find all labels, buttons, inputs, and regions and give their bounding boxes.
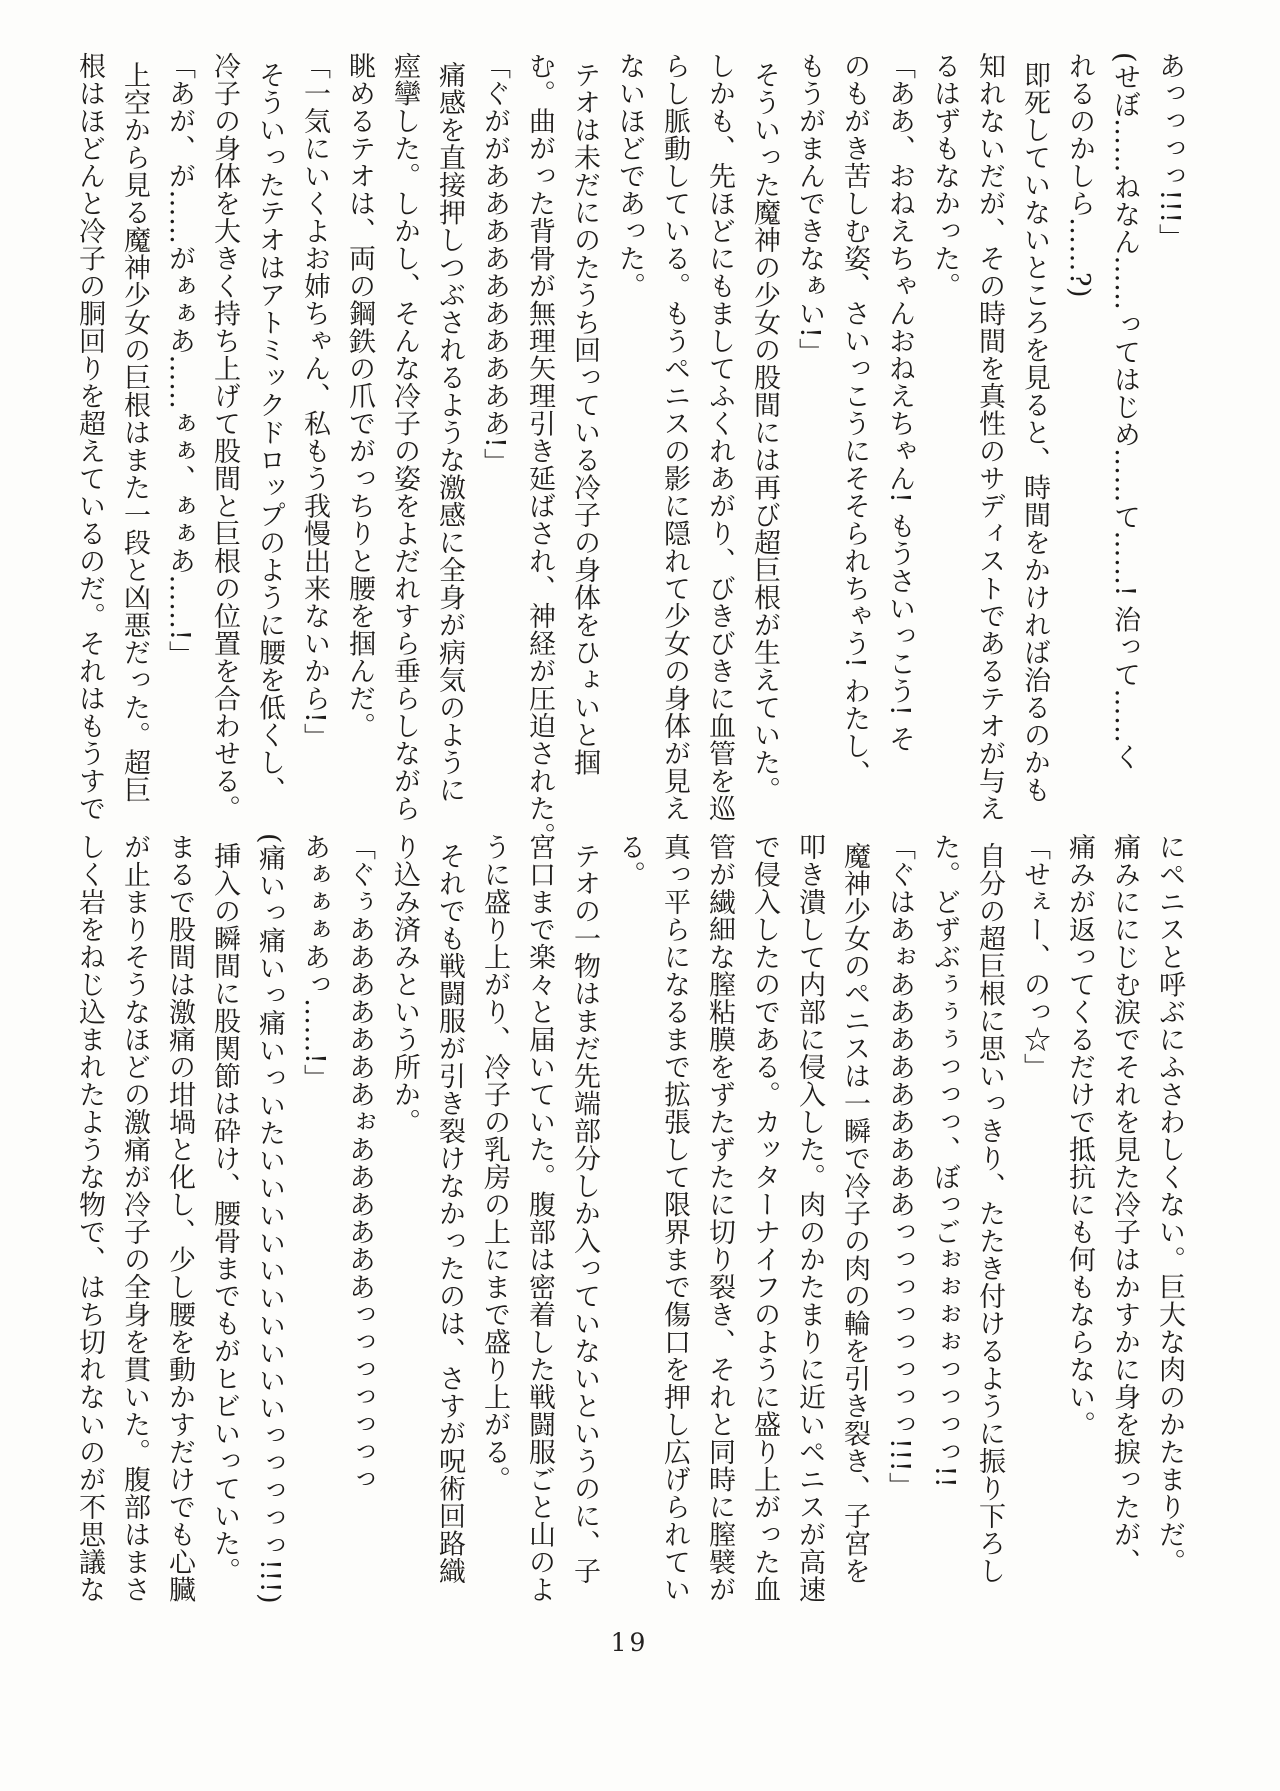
page-number: 19 [610,1628,649,1657]
text-column: 「一気にいくよお姉ちゃん、私もう我慢出来ないから!」 [299,52,330,751]
text-column: 「ぐぅあああああああぉああああああっっっっっっっ [344,833,375,1493]
text-column: 眺めるテオは、両の鋼鉄の爪でがっちりと腰を掴んだ。 [344,52,375,740]
text-column: 「せぇー、のっ☆」 [1019,833,1050,1081]
text-column: 痛みが返ってくるだけで抵抗にも何もならない。 [1064,833,1095,1438]
text-column: 宮口まで楽々と届いていた。腹部は密着した戦闘服ごと山のよ [524,833,555,1603]
text-column: しかも、先ほどにもましてふくれあがり、びきびきに血管を巡 [704,52,735,822]
text-column: (せぼ……ねなん……ってはじめ……て……! 治って……く [1109,52,1140,771]
text-column: 「ぐががああああああああああ!」 [479,52,510,476]
text-column: テオは未だにのたうち回っている冷子の身体をひょいと掴 [569,52,600,777]
text-column: (痛いっ痛いっ痛いっいたいいいいいいいいいいっっっっっ!!!) [254,833,285,1605]
text-column: ないほどであった。 [614,52,645,300]
text-column: もうがまんできなぁい!」 [794,52,825,366]
text-column: しく岩をねじ込まれたような物で、はち切れないのが不思議な [74,833,105,1603]
text-column: そういったテオはアトミックドロップのように腰を低くし、 [254,52,285,804]
text-column: 魔神少女のペニスは一瞬で冷子の肉の輪を引き裂き、子宮を [839,833,870,1585]
text-column: 痙攣した。しかし、そんな冷子の姿をよだれすら垂らしながら [389,52,420,822]
text-column: が止まりそうなほどの激痛が冷子の全身を貫いた。腹部はまさ [119,833,150,1603]
text-column: あっっっっ!!!」 [1154,52,1185,252]
text-column: 叩き潰して内部に侵入した。肉のかたまりに近いペニスが高速 [794,833,825,1603]
text-column: テオの一物はまだ先端部分しか入っていないというのに、子 [569,833,600,1585]
text-column: で侵入したのである。カッターナイフのように盛り上がった血 [749,833,780,1603]
text-column: 上空から見る魔神少女の巨根はまた一段と凶悪だった。超巨 [119,52,150,804]
text-column: のもがき苦しむ姿、さいっこうにそそられちゃう! わたし、 [839,52,870,788]
text-column: 痛みににじむ涙でそれを見た冷子はかすかに身を捩ったが、 [1109,833,1140,1576]
text-column: らし脈動している。もうペニスの影に隠れて少女の身体が見え [659,52,690,822]
text-column: うに盛り上がり、冷子の乳房の上にまで盛り上がる。 [479,833,510,1493]
text-column: る。 [614,833,645,888]
text-block-top [67,52,1192,852]
text-column: 知れないだが、その時間を真性のサディストであるテオが与え [974,52,1005,822]
text-column: む。曲がった背骨が無理矢理引き延ばされ、神経が圧迫された。 [524,52,555,850]
text-column: あぁぁぁあっ……!」 [299,833,330,1092]
text-column: れるのかしら……?) [1064,52,1095,299]
text-column: 即死していないところを見ると、時間をかければ治るのかも [1019,52,1050,804]
text-column: り込み済みという所か。 [389,833,420,1136]
text-column: た。どずぶぅぅぅっっっ、ぼっごぉぉぉぉっっっっ!! [929,833,960,1489]
text-column: にペニスと呼ぶにふさわしくない。巨大な肉のかたまりだ。 [1154,833,1185,1576]
text-column: まるで股間は激痛の坩堝と化し、少し腰を動かすだけでも心臓 [164,833,195,1603]
text-column: 冷子の身体を大きく持ち上げて股間と巨根の位置を合わせる。 [209,52,240,822]
text-column: 「ぐはあぉあああああああああっっっっっっっっ!!!」 [884,833,915,1500]
text-column: 管が繊細な膣粘膜をずたずたに切り裂き、それと同時に膣襞が [704,833,735,1603]
text-column: 「あが、が……がぁぁあ……ぁぁ、ぁぁあ……!」 [164,52,195,669]
text-column: 根はほどんと冷子の胴回りを超えているのだ。それはもうすで [74,52,105,822]
text-column: 「ああ、おねえちゃんおねえちゃん! もうさいっこう! そ [884,52,915,753]
text-column: るはずもなかった。 [929,52,960,300]
text-column: 痛感を直接押しつぶされるような激感に全身が病気のように [434,52,465,804]
text-column: 挿入の瞬間に股関節は砕け、腰骨までもがヒビいっていた。 [209,833,240,1585]
text-block-bottom [67,833,1192,1633]
text-column: 自分の超巨根に思いっきり、たたき付けるように振り下ろし [974,833,1005,1585]
text-column: それでも戦闘服が引き裂けなかったのは、さすが呪術回路織 [434,833,465,1585]
text-column: そういった魔神の少女の股間には再び超巨根が生えていた。 [749,52,780,804]
text-column: 真っ平らになるまで拡張して限界まで傷口を押し広げられてい [659,833,690,1603]
